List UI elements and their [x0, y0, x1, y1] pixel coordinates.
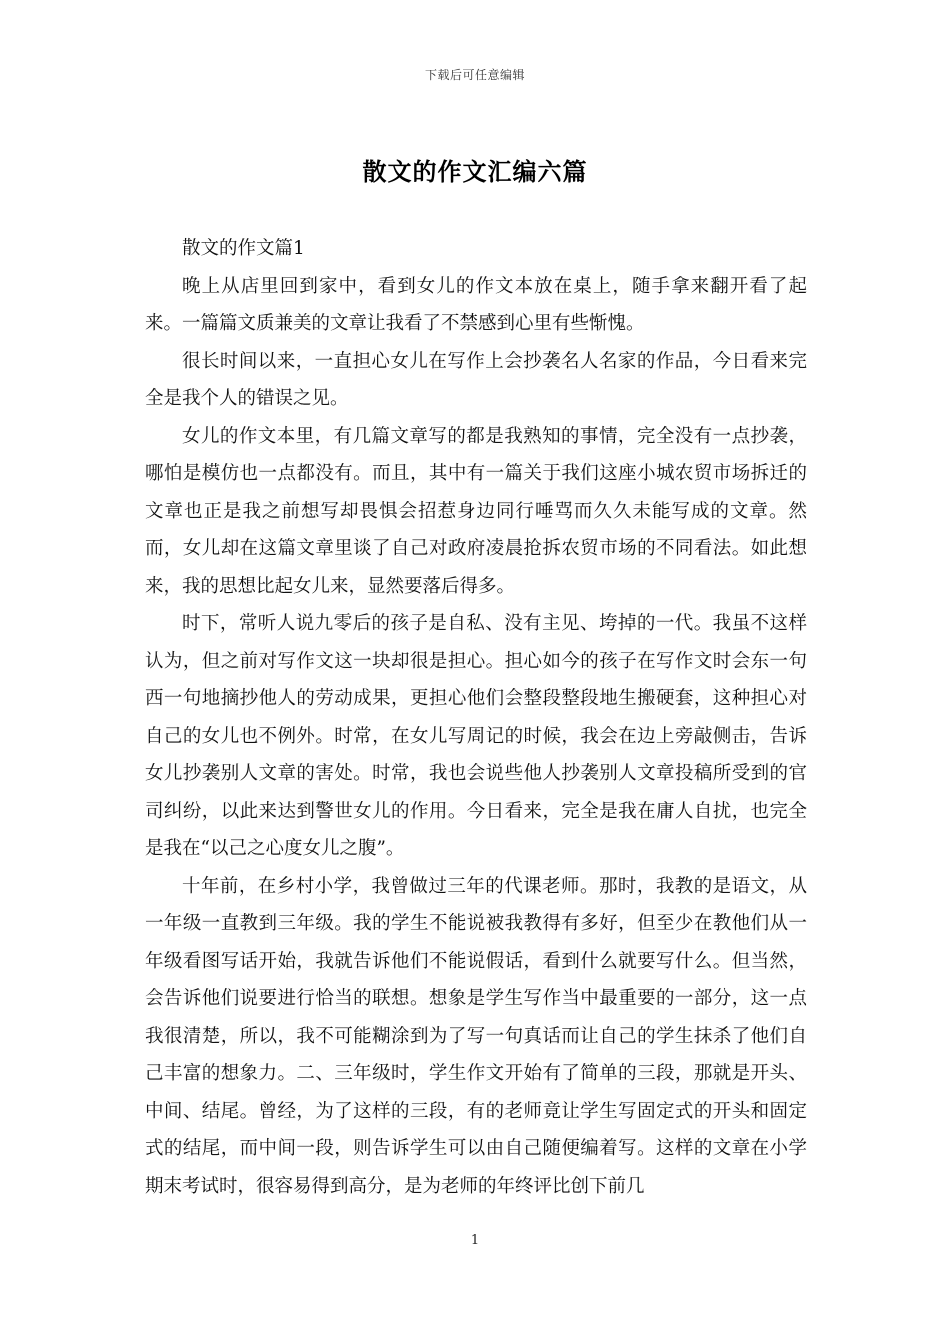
page-number: 1	[470, 1233, 480, 1248]
paragraph: 很长时间以来，一直担心女儿在写作上会抄袭名人名家的作品，今日看来完全是我个人的错误之见。	[145, 350, 807, 409]
document-title: 散文的作文汇编六篇	[362, 157, 588, 186]
page-header: 下载后可任意编辑	[424, 68, 525, 82]
paragraph: 十年前，在乡村小学，我曾做过三年的代课老师。那时，我教的是语文，从一年级一直教到三年级。我的学生不能说被我教得有多好，但至少在教他们从一年级看图写话开始，我就告诉他们不能说假话，看到什么就要写什么。但当然，会告诉他们说要进行恰当的联想。想象是学生写作当中最重要的一部分，这一点我很清楚，所以，我不可能糊涂到为了写一句真话而让自己的学生抹杀了他们自己丰富的想象力。二、三年级时，学生作文开始有了简单的三段，那就是开头、中间、结尾。曾经，为了这样的三段，有的老师竟让学生写固定式的开头和固定式的结尾，而中间一段，则告诉学生可以由自己随便编着写。这样的文章在小学期末考试时，很容易得到高分，是为老师的年终评比创下前几	[145, 875, 807, 1197]
section-heading: 散文的作文篇1	[182, 238, 305, 259]
paragraph: 晚上从店里回到家中，看到女儿的作文本放在桌上，随手拿来翻开看了起来。一篇篇文质兼美的文章让我看了不禁感到心里有些惭愧。	[145, 275, 807, 334]
document-body	[145, 230, 807, 1205]
paragraph: 时下，常听人说九零后的孩子是自私、没有主见、垮掉的一代。我虽不这样认为，但之前对写作文这一块却很是担心。担心如今的孩子在写作文时会东一句西一句地摘抄他人的劳动成果，更担心他们会整段整段地生搬硬套，这种担心对自己的女儿也不例外。时常，在女儿写周记的时候，我会在边上旁敲侧击，告诉女儿抄袭别人文章的害处。时常，我也会说些他人抄袭别人文章投稿所受到的官司纠纷，以此来达到警世女儿的作用。今日看来，完全是我在庸人自扰，也完全是我在“以己之心度女儿之腹”。	[145, 613, 807, 859]
paragraph: 女儿的作文本里，有几篇文章写的都是我熟知的事情，完全没有一点抄袭，哪怕是模仿也一点都没有。而且，其中有一篇关于我们这座小城农贸市场拆迁的文章也正是我之前想写却畏惧会招惹身边同行唾骂而久久未能写成的文章。然而，女儿却在这篇文章里谈了自己对政府凌晨抢拆农贸市场的不同看法。如此想来，我的思想比起女儿来，显然要落后得多。	[145, 425, 807, 597]
